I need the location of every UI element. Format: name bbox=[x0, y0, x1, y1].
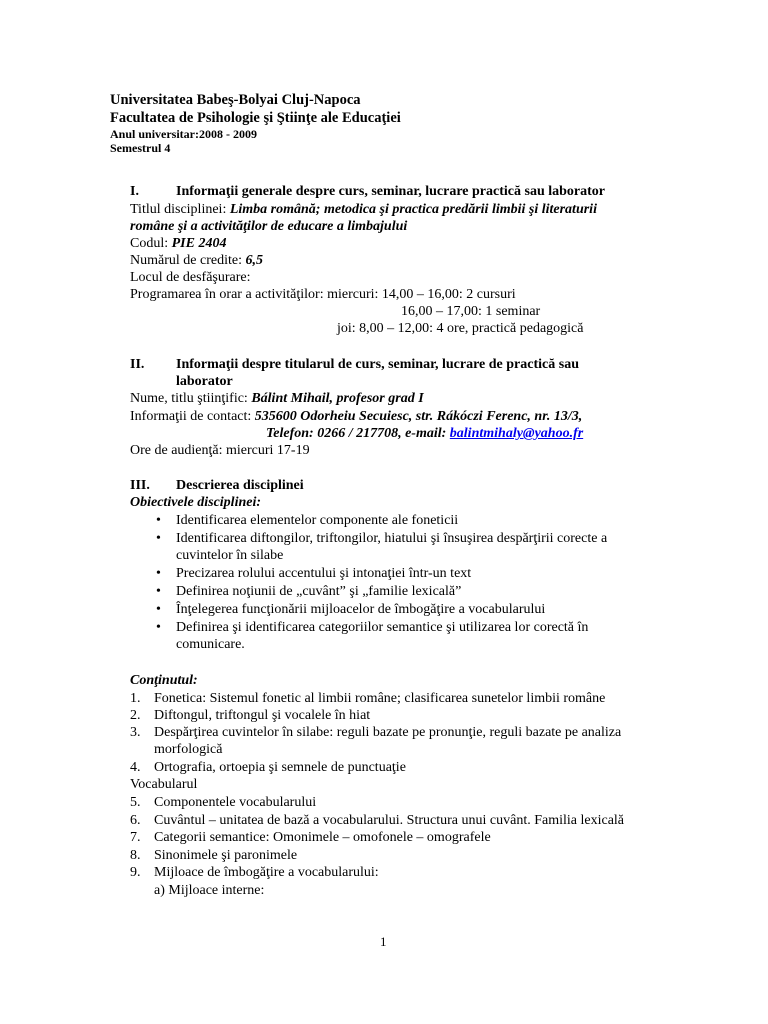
credits-value: 6,5 bbox=[245, 253, 263, 268]
instructor-name-line bbox=[130, 391, 424, 407]
section-3-number: III. bbox=[130, 478, 150, 493]
phone-email-label: Telefon: 0266 / 217708, e-mail: bbox=[266, 426, 450, 441]
university-name: Universitatea Babeş-Bolyai Cluj-Napoca bbox=[110, 92, 361, 108]
section-2-heading bbox=[130, 357, 579, 373]
schedule-line-3: joi: 8,00 – 12,00: 4 ore, practică pedagogică bbox=[337, 321, 584, 336]
bullet-icon: • bbox=[156, 620, 161, 635]
course-title-line bbox=[130, 202, 597, 218]
section-1-number: I. bbox=[130, 184, 139, 199]
contact-label: Informaţii de contact: bbox=[130, 409, 255, 424]
credits-line bbox=[130, 253, 263, 269]
office-hours-line: Ore de audienţă: miercuri 17-19 bbox=[130, 443, 310, 458]
phone-email-line bbox=[266, 426, 583, 442]
schedule-line-1: Programarea în orar a activităţilor: miercuri: 14,00 – 16,00: 2 cursuri bbox=[130, 287, 516, 302]
bullet-icon: • bbox=[156, 531, 161, 546]
section-1-title: Informaţii generale despre curs, seminar, lucrare practică sau laborator bbox=[176, 184, 606, 199]
instructor-name-label: Nume, titlu ştiinţific: bbox=[130, 391, 252, 406]
section-2-title-cont: laborator bbox=[176, 374, 233, 389]
objectives-label: Obiectivele disciplinei: bbox=[130, 495, 262, 510]
section-1-heading bbox=[130, 184, 605, 200]
bullet-icon: • bbox=[156, 602, 161, 617]
semester: Semestrul 4 bbox=[110, 141, 171, 155]
bullet-icon: • bbox=[156, 584, 161, 599]
course-code-value: PIE 2404 bbox=[171, 236, 227, 251]
content-label: Conţinutul: bbox=[130, 673, 198, 688]
faculty-name: Facultatea de Psihologie şi Ştiinţe ale Educaţiei bbox=[110, 110, 401, 126]
course-code-label: Codul: bbox=[130, 236, 172, 251]
course-code-line bbox=[130, 236, 226, 252]
schedule-line-2: 16,00 – 17,00: 1 seminar bbox=[401, 304, 541, 319]
course-title-value-cont: române şi a activităţilor de educare a limbajului bbox=[130, 219, 408, 234]
course-title-value: Limba română; metodica şi practica predării limbii şi literaturii bbox=[229, 202, 597, 217]
instructor-name-value: Bálint Mihail, profesor grad I bbox=[251, 391, 424, 406]
bullet-icon: • bbox=[156, 513, 161, 528]
section-3-heading bbox=[130, 478, 304, 494]
contact-address: 535600 Odorheiu Secuiesc, str. Rákóczi Ferenc, nr. 13/3, bbox=[254, 409, 583, 424]
email-link[interactable]: balintmihaly@yahoo.fr bbox=[449, 426, 584, 441]
page-number: 1 bbox=[380, 934, 387, 949]
academic-year: Anul universitar:2008 - 2009 bbox=[110, 127, 257, 141]
location-line: Locul de desfăşurare: bbox=[130, 270, 251, 285]
bullet-icon: • bbox=[156, 566, 161, 581]
section-3-title: Descrierea disciplinei bbox=[176, 478, 304, 493]
course-title-label: Titlul disciplinei: bbox=[130, 202, 230, 217]
section-2-title: Informaţii despre titularul de curs, seminar, lucrare de practică sau bbox=[176, 357, 579, 372]
document-page: Universitatea Babeş-Bolyai Cluj-Napoca Facultatea de Psihologie şi Ştiinţe ale Educaţiei Anul universitar:2008 - 2009 Semestrul 4 I. Informaţii generale despre curs, seminar, lucrare practică sau laborator Titlul disciplinei: Limba română; metodica şi practica predării limbii şi literaturii române şi a activităţilor de educare a limbajului Codul: PIE 2404 Numărul de credite: 6,5 Locul de desfăşurare: Programarea în orar a activităţilor: miercuri: 14,00 – 16,00: 2 cursuri 16,00 – 17,00: 1 seminar joi: 8,00 – 12,00: 4 ore, practică pedagogică II. Informaţii despre titularul de curs, seminar, lucrare de practică sau laborator Nume, titlu ştiinţific: Bálint Mihail, profesor grad I Informaţii de contact: 535600 Odorheiu Secuiesc, str. Rákóczi Ferenc, nr. 13/3, Telefon: 0266 / 217708, e-mail: balintmihaly@yahoo.fr Ore de audienţă: miercuri 17-19 III. Descrierea disciplinei Obiectivele disciplinei: • Identificarea elementelor componente ale foneticii • Identificarea diftongilor, triftongilor, hiatului şi însuşirea despărţirii corecte a cuvintelor în silabe • Precizarea rolului accentului şi intonaţiei într-un text • Definirea noţiunii de „cuvânt” şi „familie lexicală” • Înţelegerea funcţionării mijloacelor de îmbogăţire a vocabularului • Definirea şi identificarea categoriilor semantice şi utilizarea lor corectă în comunicare. Conţinutul: 1. Fonetica: Sistemul fonetic al limbii române; clasificarea sunetelor limbii române 2. Diftongul, triftongul şi vocalele în hiat 3. Despărţirea cuvintelor în silabe: reguli bazate pe pronunţie, reguli bazate pe analiza morfologică 4. Ortografia, ortoepia şi semnele de punctuaţie Vocabularul 5. Componentele vocabularului 6. Cuvântul – unitatea de bază a vocabularului. Structura unui cuvânt. Familia lexicală 7. Categorii semantice: Omonimele – omofonele – omografele 8. Sinonimele şi paronimele 9. Mijloace de îmbogăţire a vocabularului: a) Mijloace interne: 1 bbox=[110, 92, 625, 949]
section-2-number: II. bbox=[130, 357, 145, 372]
credits-label: Numărul de credite: bbox=[130, 253, 246, 268]
contact-line bbox=[130, 409, 582, 425]
